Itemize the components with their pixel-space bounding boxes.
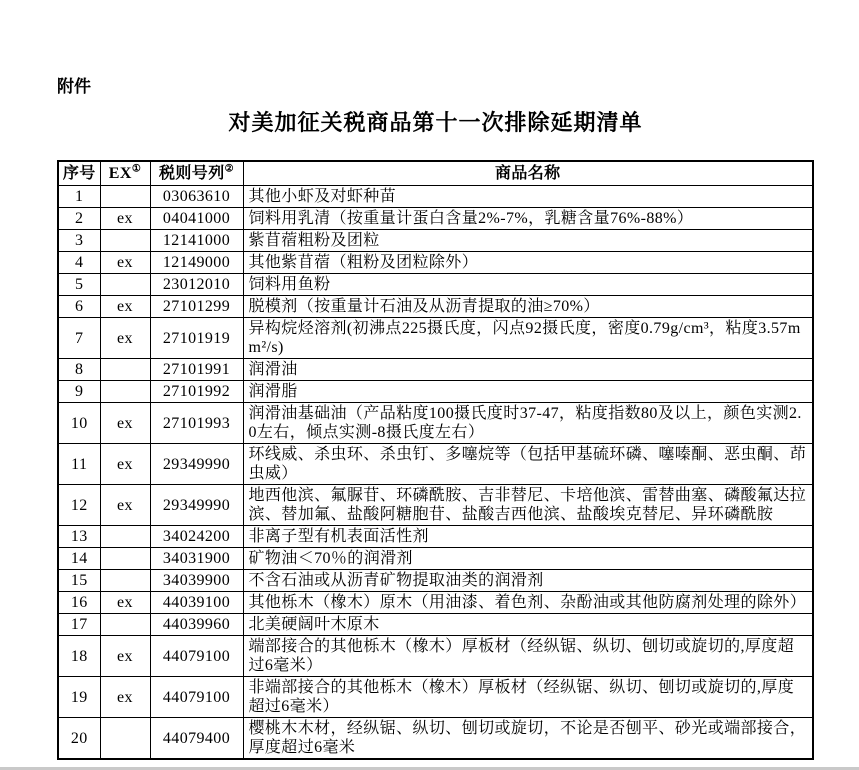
table-row — [58, 230, 813, 252]
table-row — [58, 186, 813, 208]
cell-ex: ex — [100, 677, 150, 718]
cell-code: 12141000 — [150, 230, 243, 252]
table-row — [58, 614, 813, 636]
cell-index: 7 — [58, 318, 100, 359]
cell-code: 44039100 — [150, 592, 243, 614]
cell-code: 27101991 — [150, 359, 243, 381]
cell-ex — [100, 570, 150, 592]
cell-code: 34031900 — [150, 548, 243, 570]
cell-name: 北美硬阔叶木原木 — [243, 614, 813, 636]
cell-name: 端部接合的其他栎木（橡木）厚板材（经纵锯、纵切、刨切或旋切的,厚度超过6毫米） — [243, 636, 813, 677]
cell-name: 其他小虾及对虾种苗 — [243, 186, 813, 208]
table-row — [58, 718, 813, 760]
cell-index: 10 — [58, 403, 100, 444]
cell-ex — [100, 186, 150, 208]
col-header-index-label: 序号 — [62, 165, 96, 182]
cell-index: 1 — [58, 186, 100, 208]
cell-ex — [100, 230, 150, 252]
cell-ex: ex — [100, 485, 150, 526]
exclusion-table-header — [58, 161, 813, 186]
cell-index: 17 — [58, 614, 100, 636]
exclusion-table — [57, 160, 814, 760]
col-header-code-label: 税则号列 — [159, 165, 225, 182]
table-row — [58, 485, 813, 526]
cell-code: 27101299 — [150, 296, 243, 318]
cell-name: 不含石油或从沥青矿物提取油类的润滑剂 — [243, 570, 813, 592]
cell-index: 16 — [58, 592, 100, 614]
cell-ex — [100, 718, 150, 760]
cell-name: 非端部接合的其他栎木（橡木）厚板材（经纵锯、纵切、刨切或旋切的,厚度超过6毫米） — [243, 677, 813, 718]
footnote-ref-1-icon: ① — [131, 163, 142, 175]
col-header-name — [243, 161, 813, 186]
table-row — [58, 548, 813, 570]
cell-code: 04041000 — [150, 208, 243, 230]
cell-index: 9 — [58, 381, 100, 403]
cell-ex: ex — [100, 403, 150, 444]
cell-index: 12 — [58, 485, 100, 526]
cell-code: 44079100 — [150, 636, 243, 677]
cell-name: 饲料用乳清（按重量计蛋白含量2%-7%，乳糖含量76%-88%） — [243, 208, 813, 230]
cell-index: 14 — [58, 548, 100, 570]
page-title: 对美加征关税商品第十一次排除延期清单 — [228, 110, 643, 135]
cell-index: 3 — [58, 230, 100, 252]
cell-index: 19 — [58, 677, 100, 718]
cell-code: 34024200 — [150, 526, 243, 548]
table-row — [58, 296, 813, 318]
col-header-name-label: 商品名称 — [494, 165, 561, 182]
cell-name: 地西他滨、氟脲苷、环磷酰胺、吉非替尼、卡培他滨、雷替曲塞、磷酸氟达拉滨、替加氟、盐酸阿糖胞苷、盐酸吉西他滨、盐酸埃克替尼、异环磷酰胺 — [243, 485, 813, 526]
cell-name: 异构烷烃溶剂(初沸点225摄氏度，闪点92摄氏度，密度0.79g/cm³，粘度3.57mm²/s) — [243, 318, 813, 359]
cell-name: 饲料用鱼粉 — [243, 274, 813, 296]
cell-index: 11 — [58, 444, 100, 485]
cell-name: 润滑脂 — [243, 381, 813, 403]
cell-ex — [100, 274, 150, 296]
cell-ex: ex — [100, 296, 150, 318]
cell-name: 非离子型有机表面活性剂 — [243, 526, 813, 548]
col-header-code — [150, 161, 243, 186]
cell-ex: ex — [100, 592, 150, 614]
cell-index: 18 — [58, 636, 100, 677]
attachment-label: 附件 — [57, 77, 91, 96]
cell-name: 环线威、杀虫环、杀虫钉、多噻烷等（包括甲基硫环磷、噻嗪酮、恶虫酮、茚虫威） — [243, 444, 813, 485]
cell-code: 44079100 — [150, 677, 243, 718]
table-row — [58, 252, 813, 274]
cell-ex: ex — [100, 208, 150, 230]
cell-name: 紫苜蓿粗粉及团粒 — [243, 230, 813, 252]
table-row — [58, 318, 813, 359]
cell-ex: ex — [100, 444, 150, 485]
cell-code: 03063610 — [150, 186, 243, 208]
header-row — [58, 161, 813, 186]
cell-name: 樱桃木木材，经纵锯、纵切、刨切或旋切，不论是否刨平、砂光或端部接合，厚度超过6毫米 — [243, 718, 813, 760]
cell-name: 矿物油＜70％的润滑剂 — [243, 548, 813, 570]
cell-ex — [100, 548, 150, 570]
cell-code: 12149000 — [150, 252, 243, 274]
table-row — [58, 526, 813, 548]
col-header-ex — [100, 161, 150, 186]
cell-name: 其他栎木（橡木）原木（用油漆、着色剂、杂酚油或其他防腐剂处理的除外） — [243, 592, 813, 614]
cell-index: 15 — [58, 570, 100, 592]
footnote-ref-2-icon: ② — [224, 163, 234, 175]
table-row — [58, 570, 813, 592]
table-row — [58, 592, 813, 614]
cell-index: 5 — [58, 274, 100, 296]
col-header-index — [58, 161, 100, 186]
cell-index: 20 — [58, 718, 100, 760]
cell-code: 27101992 — [150, 381, 243, 403]
cell-ex: ex — [100, 636, 150, 677]
cell-name: 脱模剂（按重量计石油及从沥青提取的油≥70%） — [243, 296, 813, 318]
cell-code: 29349990 — [150, 485, 243, 526]
table-row — [58, 677, 813, 718]
cell-ex — [100, 614, 150, 636]
cell-name: 润滑油基础油（产品粘度100摄氏度时37-47，粘度指数80及以上，颜色实测2.0左右，倾点实测-8摄氏度左右） — [243, 403, 813, 444]
cell-code: 27101993 — [150, 403, 243, 444]
exclusion-table-body — [58, 186, 813, 760]
cell-index: 13 — [58, 526, 100, 548]
table-row — [58, 359, 813, 381]
cell-index: 8 — [58, 359, 100, 381]
table-row — [58, 208, 813, 230]
cell-ex — [100, 526, 150, 548]
cell-index: 2 — [58, 208, 100, 230]
cell-code: 44079400 — [150, 718, 243, 760]
col-header-ex-label: EX — [108, 165, 132, 182]
cell-index: 4 — [58, 252, 100, 274]
cell-ex: ex — [100, 252, 150, 274]
table-row — [58, 381, 813, 403]
cell-name: 润滑油 — [243, 359, 813, 381]
table-row — [58, 274, 813, 296]
table-row — [58, 444, 813, 485]
cell-index: 6 — [58, 296, 100, 318]
cell-code: 44039960 — [150, 614, 243, 636]
cell-ex — [100, 381, 150, 403]
cell-ex — [100, 359, 150, 381]
cell-code: 29349990 — [150, 444, 243, 485]
table-row — [58, 403, 813, 444]
cell-code: 27101919 — [150, 318, 243, 359]
cell-ex: ex — [100, 318, 150, 359]
cell-name: 其他紫苜蓿（粗粉及团粒除外） — [243, 252, 813, 274]
cell-code: 34039900 — [150, 570, 243, 592]
cell-code: 23012010 — [150, 274, 243, 296]
table-row — [58, 636, 813, 677]
